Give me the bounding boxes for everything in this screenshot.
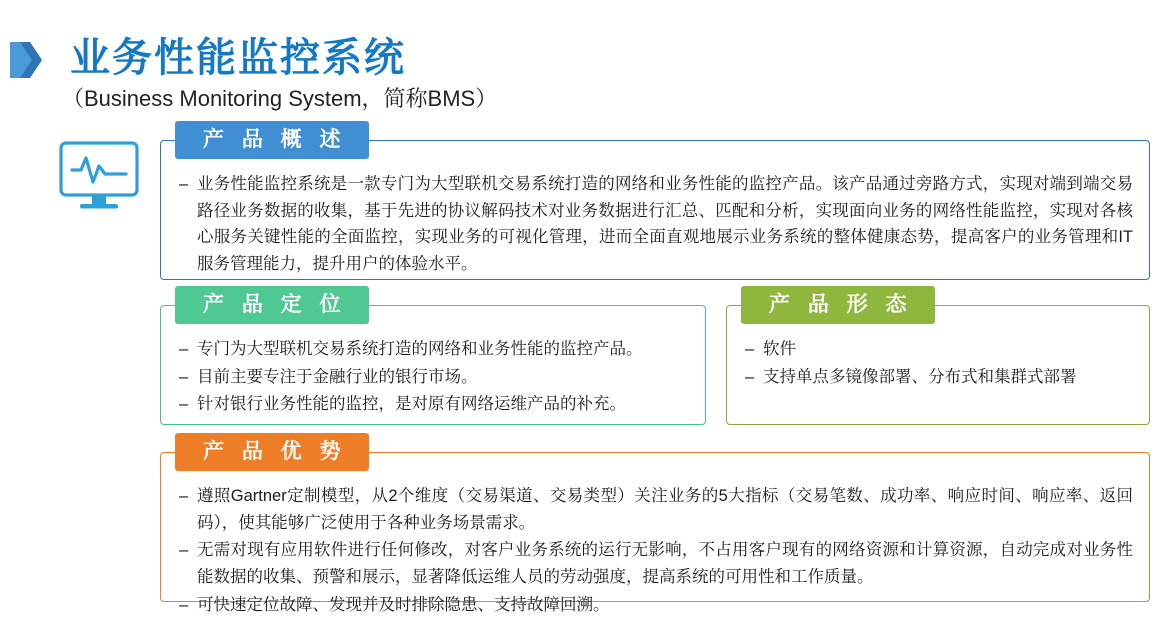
card-title-advantages: 产 品 优 势: [175, 433, 369, 471]
card-product-form: [726, 293, 1150, 425]
monitor-pulse-icon: [58, 140, 140, 212]
dash-bullet: –: [179, 487, 189, 505]
list-item: [745, 336, 1133, 363]
list-item-text: 针对银行业务性能的监控，是对原有网络运维产品的补充。: [197, 395, 626, 414]
blue-flag-icon: [8, 40, 44, 80]
page-header: [0, 0, 1159, 118]
list-item-text: 无需对现有应用软件进行任何修改，对客户业务系统的运行无影响，不占用客户现有的网络资源和计算资源，自动完成对业务性能数据的收集、预警和展示，显著降低运维人员的劳动强度，提高系统的可用性和工作质量。: [197, 541, 1133, 587]
list-item: [179, 537, 1133, 590]
dash-bullet: –: [179, 175, 189, 193]
dash-bullet: –: [745, 340, 755, 358]
dash-bullet: –: [745, 367, 755, 386]
list-item: [179, 336, 689, 363]
list-item: [179, 391, 689, 418]
page-title: 业务性能监控系统: [70, 36, 406, 80]
list-item-text: 目前主要专注于金融行业的银行市场。: [197, 367, 478, 386]
card-product-positioning: [160, 293, 706, 425]
dash-bullet: –: [179, 395, 189, 414]
list-item: [179, 592, 1133, 619]
list-item-text: 可快速定位故障、发现并及时排除隐患、支持故障回溯。: [197, 595, 610, 614]
card-title-overview: 产 品 概 述: [175, 121, 369, 159]
list-item-text: 专门为大型联机交易系统打造的网络和业务性能的监控产品。: [197, 340, 643, 358]
dash-bullet: –: [179, 595, 189, 614]
card-body-overview: [161, 141, 1149, 289]
list-item-text: 支持单点多镜像部署、分布式和集群式部署: [763, 367, 1077, 386]
dash-bullet: –: [179, 367, 189, 386]
card-product-overview: [160, 128, 1150, 280]
list-item-text: 遵照Gartner定制模型，从2个维度（交易渠道、交易类型）关注业务的5大指标（交易笔数、成功率、响应时间、响应率、返回码），使其能够广泛使用于各种业务场景需求。: [197, 487, 1133, 532]
list-item: [745, 364, 1133, 391]
card-title-form: 产 品 形 态: [741, 286, 935, 324]
card-body-positioning: [161, 306, 705, 429]
list-item-text: 软件: [763, 340, 796, 358]
page-subtitle: （Business Monitoring System，简称BMS）: [62, 86, 498, 111]
card-body-advantages: [161, 453, 1149, 630]
dash-bullet: –: [179, 541, 189, 560]
card-product-advantages: [160, 440, 1150, 614]
list-item: [179, 483, 1133, 536]
card-title-positioning: 产 品 定 位: [175, 286, 369, 324]
dash-bullet: –: [179, 340, 189, 358]
list-item-text: 业务性能监控系统是一款专门为大型联机交易系统打造的网络和业务性能的监控产品。该产品通过旁路方式，实现对端到端交易路径业务数据的收集，基于先进的协议解码技术对业务数据进行汇总、匹配和分析，实现面向业务的网络性能监控，实现对各核心服务关键性能的全面监控，实现业务的可视化管理，进而全面直观地展示业务系统的整体健康态势，提高客户的业务管理和IT服务管理能力，提升用户的体验水平。: [197, 175, 1133, 274]
list-item: [179, 171, 1133, 278]
list-item: [179, 364, 689, 391]
